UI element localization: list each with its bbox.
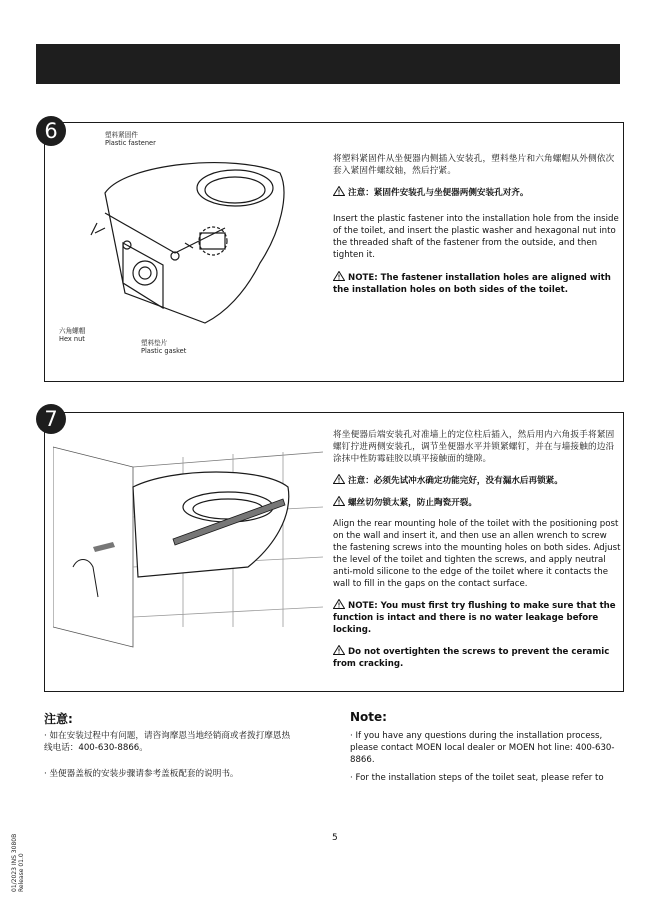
notes-en-list	[350, 730, 618, 798]
warning-icon	[333, 645, 345, 655]
toilet-rear-illustration	[85, 133, 295, 343]
step-6-en-text: Insert the plastic fastener into the installation hole from the inside of the toilet, and insert the plastic washer and hexagonal nut into the threaded shaft of the fastener from the outside, and then tighten it.	[333, 214, 619, 260]
plastic-fastener-label-en: Plastic fastener	[105, 139, 156, 147]
note-cn-item: · 如在安装过程中有问题，请咨询摩恩当地经销商或者拨打摩恩热线电话：400-630-8866。	[44, 731, 291, 753]
step-7-box	[44, 412, 624, 692]
step-6-cn-warning: 注意：紧固件安装孔与坐便器两侧安装孔对齐。	[348, 188, 529, 198]
hex-nut-label-en: Hex nut	[59, 335, 85, 343]
step-7-badge: 7	[36, 404, 66, 434]
notes-en-title: Note:	[350, 710, 387, 724]
step-7-cn-warning-2: 螺丝切勿锁太紧，防止陶瓷开裂。	[348, 498, 477, 508]
plastic-fastener-label-cn: 塑料紧固件	[105, 131, 138, 139]
warning-icon	[333, 186, 345, 196]
warning-icon	[333, 599, 345, 609]
warning-icon	[333, 496, 345, 506]
note-en-item: · For the installation steps of the toilet seat, please refer to	[350, 773, 604, 783]
step-6-cn-text: 将塑料紧固件从坐便器内侧插入安装孔，塑料垫片和六角螺帽从外侧依次套入紧固件螺纹轴，然后拧紧。	[333, 154, 615, 176]
plastic-gasket-label-cn: 塑料垫片	[141, 339, 168, 347]
step-6-en-warning: NOTE: The fastener installation holes are aligned with the installation holes on both sides of the toilet.	[333, 273, 611, 295]
step-7-text	[333, 429, 621, 679]
wall-mount-illustration	[53, 427, 323, 667]
warning-icon	[333, 271, 345, 281]
step-6-badge: 6	[36, 116, 66, 146]
step-7-cn-text: 将坐便器后端安装孔对准墙上的定位柱后插入，然后用内六角扳手将紧固螺钉拧进两侧安装孔，调节坐便器水平并锁紧螺钉，并在与墙接触的边沿涂抹中性防霉硅胶以填平接触面的缝隙。	[333, 430, 615, 464]
step-6-text	[333, 153, 621, 305]
page-number: 5	[332, 833, 338, 843]
plastic-gasket-label-en: Plastic gasket	[141, 347, 187, 355]
notes-cn-title: 注意:	[44, 712, 73, 726]
footer-code: 01/2023 INS 3080B Release 01.0	[11, 833, 25, 892]
warning-icon	[333, 474, 345, 484]
step-6-box	[44, 122, 624, 382]
step-7-en-text: Align the rear mounting hole of the toilet with the positioning post on the wall and insert it, and then use an allen wrench to screw the fastening screws into the mounting holes on both sides. Adjust the level of the toilet and tighten the screws, and apply neutral anti-mold silicone to the edge of the toilet where it contacts the wall to fill in the gaps on the contact surface.	[333, 519, 621, 589]
header-bar	[36, 44, 620, 84]
hex-nut-label-cn: 六角螺帽	[59, 327, 86, 335]
note-cn-item: · 坐便器盖板的安装步骤请参考盖板配套的说明书。	[44, 769, 239, 779]
step-7-en-warning-1: NOTE: You must first try flushing to make sure that the function is intact and there is no water leakage before locking.	[333, 601, 616, 635]
step-7-cn-warning-1: 注意：必须先试冲水确定功能完好，没有漏水后再锁紧。	[348, 476, 563, 486]
note-en-item: · If you have any questions during the installation process, please contact MOEN local dealer or MOEN hot line: 400-630-8866.	[350, 731, 615, 765]
notes-cn-list	[44, 730, 294, 794]
step-7-en-warning-2: Do not overtighten the screws to prevent the ceramic from cracking.	[333, 647, 610, 669]
